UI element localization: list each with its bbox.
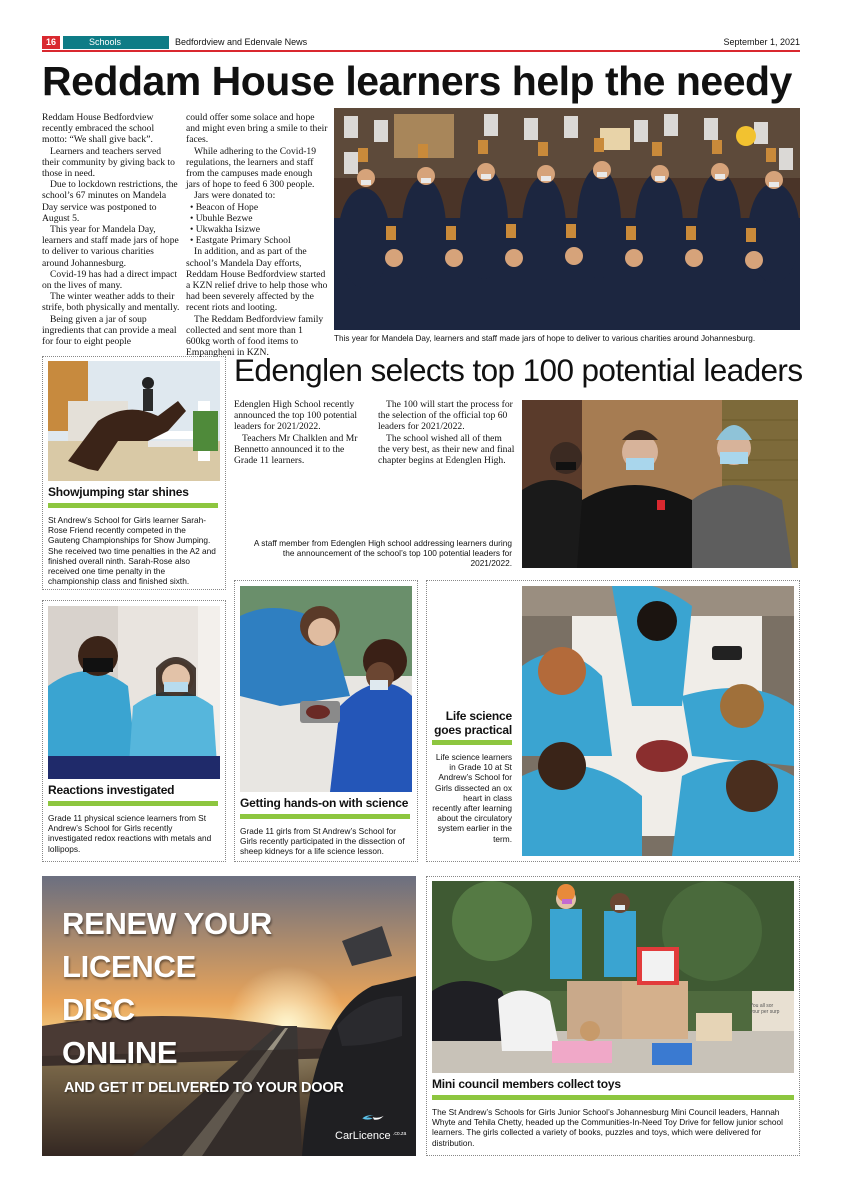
carlicence-suffix: .co.za [393, 1131, 407, 1137]
page-date: September 1, 2021 [723, 37, 800, 47]
toys-caption: The St Andrew’s Schools for Girls Junior School’s Johannesburg Mini Council leaders, Hannah Whyte and Tehila Chetty, headed up the Communities-In-Need Toy Drive for fellow junior school learners. The girls collected a variety of books, puzzles and toys, which were delivered for distribution. [432, 1107, 783, 1148]
ad-headline-line-1: RENEW YOUR [62, 906, 273, 941]
lead-paragraph: could offer some solace and hope and might even bring a smile to their faces. [186, 112, 328, 146]
lead-column-1 [42, 112, 180, 347]
lifescience-photo [522, 586, 794, 856]
handson-title: Getting hands-on with science [240, 796, 409, 810]
licence-ad[interactable] [42, 876, 416, 1156]
edenglen-paragraph: Edenglen High School recently announced the top 100 potential leaders for 2021/2022. [234, 399, 358, 433]
showjumping-bar [48, 503, 218, 508]
lead-paragraph: Being given a jar of soup ingredients that can provide a meal for four to eight people [42, 313, 177, 348]
edenglen-headline: Edenglen selects top 100 potential leaders [234, 352, 803, 388]
lead-column-2 [186, 112, 328, 358]
page-number: 16 [42, 36, 60, 49]
lead-paragraph: Jars were donated to: [194, 190, 276, 202]
handson-photo [240, 586, 412, 792]
lead-paragraph: The winter weather adds to their strife, both physically and mentally. [42, 291, 180, 314]
reactions-title: Reactions investigated [48, 783, 175, 797]
ad-headline-line-3: DISC [62, 992, 135, 1027]
showjumping-title: Showjumping star shines [48, 485, 189, 499]
donation-box-label [750, 1003, 794, 1015]
donation-box-text: You all sor [750, 1003, 774, 1009]
ad-tagline: AND GET IT DELIVERED TO YOUR DOOR [64, 1080, 344, 1096]
carlicence-brand: CarLicence [335, 1130, 391, 1142]
lifescience-title [432, 709, 512, 737]
lead-headline: Reddam House learners help the needy [42, 58, 792, 104]
header-rule [42, 50, 800, 52]
handson-bar [240, 814, 410, 819]
lifescience-title-line-2: goes practical [434, 723, 512, 737]
donation-box-text: your per surp [750, 1009, 780, 1015]
lead-paragraph: The Reddam Bedfordview family collected and sent more than 1 600kg worth of food items to Empangheni in KZN. [186, 313, 324, 359]
charity-item: • Eastgate Primary School [190, 235, 291, 247]
edenglen-column-2 [378, 399, 516, 466]
paper-name: Bedfordview and Edenvale News [175, 37, 308, 47]
lifescience-bar [432, 740, 512, 745]
edenglen-paragraph: The school wished all of them the very best, as their new and final chapter begins at Edenglen High. [378, 432, 515, 467]
charity-item: • Ukwakha Isizwe [190, 224, 260, 236]
lead-photo [334, 108, 800, 330]
toys-title: Mini council members collect toys [432, 1077, 621, 1091]
section-label: Schools [63, 36, 169, 49]
edenglen-photo [522, 400, 798, 568]
edenglen-paragraph: The 100 will start the process for the selection of the official top 60 leaders for 2021/2022. [378, 399, 513, 433]
lead-paragraph: Learners and teachers served their community by giving back to those in need. [42, 145, 175, 180]
lead-photo-caption: This year for Mandela Day, learners and staff made jars of hope to deliver to various charities around Johannesburg. [334, 334, 756, 343]
toys-photo [432, 881, 794, 1073]
charity-item: • Beacon of Hope [190, 201, 259, 213]
ad-headline-line-2: LICENCE [62, 949, 196, 984]
lifescience-title-line-1: Life science [445, 709, 512, 723]
showjumping-photo [48, 361, 220, 481]
edenglen-photo-caption: A staff member from Edenglen High school addressing learners during the announcement of the school’s top 100 potential leaders for 2021/2022. [253, 538, 512, 569]
carlicence-logo[interactable] [335, 1111, 409, 1149]
reactions-bar [48, 801, 218, 806]
lead-paragraph: Reddam House Bedfordview recently embraced the school motto: “We shall give back”. [42, 112, 155, 146]
showjumping-caption: St Andrew’s School for Girls learner Sarah-Rose Friend recently competed in the Gauteng Championships for Show Jumping. She received two time penalties in the A2 and finished overall ninth. Sarah-Rose also received one time penalty in the championship class and finished sixth. [48, 515, 216, 587]
lead-paragraph: While adhering to the Covid-19 regulations, the learners and staff from the campuses made enough jars of hope to feed 6 300 people. [186, 145, 317, 191]
charity-list [186, 202, 328, 247]
ad-headline-line-4: ONLINE [62, 1035, 178, 1070]
reactions-photo [48, 606, 220, 779]
toys-bar [432, 1095, 794, 1100]
lead-paragraph: Covid-19 has had a direct impact on the lives of many. [42, 268, 178, 292]
handson-caption: Grade 11 girls from St Andrew’s School for Girls recently participated in the dissection of sheep kidneys for a life science lesson. [240, 826, 405, 857]
carlicence-swirl-icon [361, 1111, 385, 1129]
reactions-caption: Grade 11 physical science learners from St Andrew’s School for Girls recently investigated redox reactions with metals and lollipops. [48, 813, 212, 854]
lead-paragraph: Due to lockdown restrictions, the school’s 67 minutes on Mandela Day service was postponed to August 5. [42, 179, 178, 224]
charity-item: • Ubuhle Bezwe [190, 212, 253, 224]
page-header [42, 36, 800, 50]
edenglen-column-1 [234, 399, 368, 466]
ad-headline [62, 902, 272, 1074]
edenglen-paragraph: Teachers Mr Chalklen and Mr Bennetto announced it to the Grade 11 learners. [234, 432, 358, 467]
lead-paragraph: In addition, and as part of the school’s Mandela Day efforts, Reddam House Bedfordview started a KZN relief drive to help those who had been severely affected by the recent riots and looting. [186, 246, 328, 314]
lifescience-caption: Life science learners in Grade 10 at St Andrew’s School for Girls dissected an ox heart in class recently after learning about the circulatory system earlier in the term. [432, 752, 512, 844]
lead-paragraph: This year for Mandela Day, learners and staff made jars of hope to deliver to various charities around Johannesburg. [42, 224, 179, 269]
